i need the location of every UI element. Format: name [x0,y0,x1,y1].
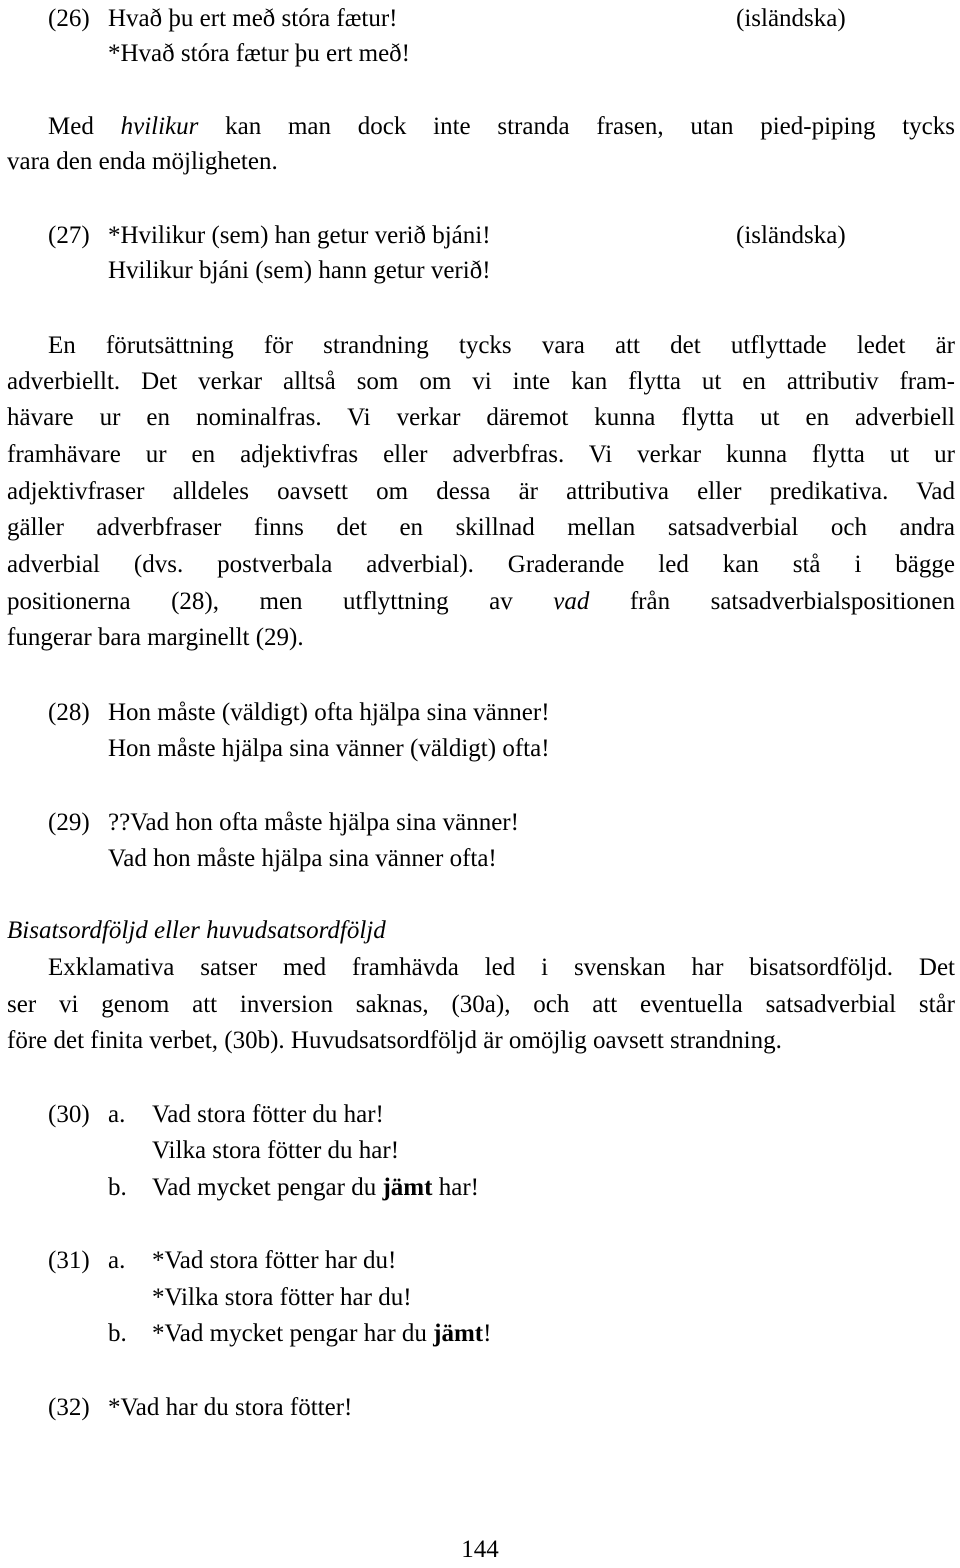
ex27-line1: *Hvilikur (sem) han getur verið bjáni! [108,222,491,249]
para2-line9: fungerar bara marginellt (29). [7,624,304,651]
ex31-b: *Vad mycket pengar har du jämt! [152,1320,492,1347]
section-line1: Exklamativa satser med framhävda led i svenskan har bisatsordföljd. Det [48,954,955,981]
ex27-line2: Hvilikur bjáni (sem) hann getur verið! [108,257,491,284]
ex31-a1: *Vad stora fötter har du! [152,1247,397,1274]
ex29-number: (29) [48,809,90,836]
para2-term: vad [553,588,590,615]
ex28-number: (28) [48,699,90,726]
ex30-label-b: b. [108,1174,127,1201]
para1-line1: Med hvilikur kan man dock inte stranda frasen, utan pied-piping tycks [48,113,956,140]
para2-line1: En förutsättning för strandning tycks vara att det utflyttade ledet är [48,332,955,359]
ex28-line1: Hon måste (väldigt) ofta hjälpa sina vänner! [108,699,550,726]
para2-line6: gäller adverbfraser finns det en skillnad mellan satsadverbial och andra [7,514,955,541]
para2-line8: positionerna (28), men utflyttning av vad från satsadverbialspositionen [7,588,955,615]
ex31-emphasis: jämt [433,1320,484,1347]
para2-line3: hävare ur en nominalfras. Vi verkar däremot kunna flytta ut en adverbiell [7,404,955,431]
ex32-number: (32) [48,1394,90,1421]
para2-line5: adjektivfraser alldeles oavsett om dessa är attributiva eller predikativa. Vad [7,478,955,505]
ex27-number: (27) [48,222,90,249]
ex31-a2: *Vilka stora fötter har du! [152,1284,412,1311]
ex26-line1: Hvað þu ert með stóra fætur! [108,5,398,32]
ex30-a1: Vad stora fötter du har! [152,1101,384,1128]
ex32-line1: *Vad har du stora fötter! [108,1394,353,1421]
ex27-language: (isländska) [736,222,846,249]
ex31-label-b: b. [108,1320,127,1347]
para2-line2: adverbiellt. Det verkar alltså som om vi inte kan flytta ut en attributiv fram- [7,368,955,395]
section-heading: Bisatsordföljd eller huvudsatsordföljd [7,917,386,944]
ex29-line1: ??Vad hon ofta måste hjälpa sina vänner! [108,809,519,836]
ex30-label-a: a. [108,1101,126,1128]
para1-line2: vara den enda möjligheten. [7,148,278,175]
ex26-number: (26) [48,5,90,32]
ex30-b: Vad mycket pengar du jämt har! [152,1174,479,1201]
ex29-line2: Vad hon måste hjälpa sina vänner ofta! [108,845,497,872]
para1-term: hvilikur [120,113,199,140]
para2-line7: adverbial (dvs. postverbala adverbial). Graderande led kan stå i bägge [7,551,955,578]
ex30-emphasis: jämt [382,1174,433,1201]
section-line2: ser vi genom att inversion saknas, (30a), och att eventuella satsadverbial står [7,991,955,1018]
ex28-line2: Hon måste hjälpa sina vänner (väldigt) ofta! [108,735,550,762]
ex30-a2: Vilka stora fötter du har! [152,1137,400,1164]
para2-line4: framhävare ur en adjektivfras eller adverbfras. Vi verkar kunna flytta ut ur [7,441,955,468]
ex26-line2: *Hvað stóra fætur þu ert með! [108,40,411,67]
page-number: 144 [461,1536,499,1563]
ex26-language: (isländska) [736,5,846,32]
ex31-label-a: a. [108,1247,126,1274]
ex30-number: (30) [48,1101,90,1128]
ex31-number: (31) [48,1247,90,1274]
section-line3: före det finita verbet, (30b). Huvudsatsordföljd är omöjlig oavsett strandning. [7,1027,782,1054]
